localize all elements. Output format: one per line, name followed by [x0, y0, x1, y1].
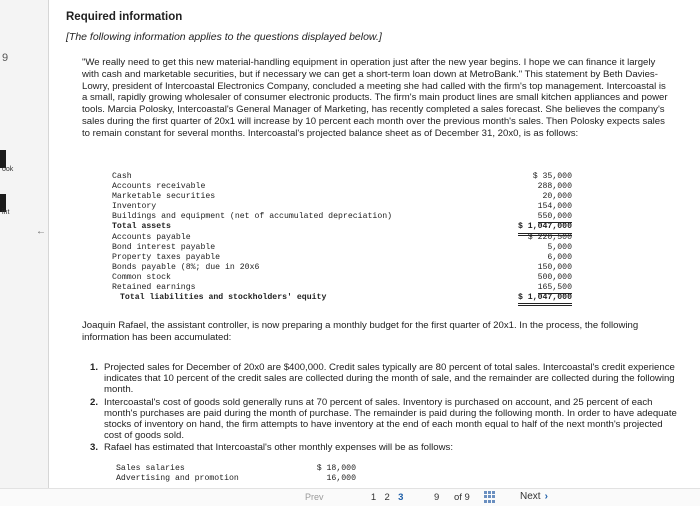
- expense-label: Sales salaries: [116, 464, 185, 473]
- sidebar-label-mid[interactable]: int: [2, 209, 10, 216]
- collapse-arrow-icon[interactable]: ←: [36, 226, 46, 237]
- list-item: [90, 442, 680, 453]
- expense-row: [116, 474, 356, 484]
- balance-sheet-label: Accounts payable: [112, 232, 191, 242]
- balance-sheet-row: [112, 233, 572, 243]
- grid-icon[interactable]: [484, 491, 496, 503]
- expense-row: [116, 464, 356, 474]
- second-paragraph: Joaquin Rafael, the assistant controller, is now preparing a monthly budget for the first quarter of 20x1. In the process, the following information has been accumulated:: [82, 320, 639, 343]
- balance-sheet-value: $ 1,047,000: [518, 293, 572, 306]
- balance-sheet-label: Cash: [112, 172, 132, 181]
- page-subtitle: [The following information applies to the questions displayed below.]: [66, 31, 382, 43]
- balance-sheet-value: 165,500: [538, 283, 572, 294]
- expense-value: $ 18,000: [316, 464, 356, 473]
- list-item-text: Rafael has estimated that Intercoastal's other monthly expenses will be as follows:: [104, 442, 453, 454]
- balance-sheet-label: Bonds payable (8%; due in 20x6: [112, 262, 260, 272]
- balance-sheet-value: 5,000: [547, 242, 572, 252]
- balance-sheet-value: $ 35,000: [532, 172, 572, 181]
- balance-sheet-value: 154,000: [537, 202, 572, 212]
- intro-paragraph: "We really need to get this new material-handling equipment in operation just after the new year begins. I hope we can finance it largely with cash and marketable securities, but if necessary we can get a short-term loan down at MetroBank." This statement by Beth Davies-Lowry, president of Intercoastal Electronics Company, concluded a meeting she had called with the firm's top management. Intercoastal is a small, rapidly growing wholesaler of consumer electronic products. The firm's main product lines are small kitchen appliances and power tools. Marcia Polosky, Intercoastal's General Manager of Marketing, has recently completed a sales forecast. She believes the company's sales during the first quarter of 20x1 will increase by 10 percent each month over the previous month's sales. Then Polosky expects sales to remain constant for several months. Intercoastal's projected balance sheet as of December 31, 20x0, is as follows:: [82, 57, 668, 139]
- expense-label: Advertising and promotion: [116, 474, 239, 483]
- list-item-number: 3.: [90, 442, 99, 454]
- expenses-table: [116, 464, 356, 484]
- balance-sheet-label: Common stock: [112, 272, 171, 282]
- page-count: of 9: [454, 492, 470, 503]
- balance-sheet-row: [112, 192, 572, 202]
- balance-sheet-label: Total assets: [112, 222, 171, 232]
- page-link[interactable]: 1: [370, 492, 377, 503]
- page-link[interactable]: 2: [384, 492, 390, 503]
- balance-sheet-row: [112, 182, 572, 192]
- balance-sheet-label: Retained earnings: [112, 283, 196, 293]
- prev-button[interactable]: Prev: [305, 492, 324, 502]
- balance-sheet-label: Marketable securities: [112, 192, 216, 202]
- balance-sheet-label: Bond interest payable: [112, 242, 216, 252]
- list-item-number: 1.: [90, 362, 99, 373]
- balance-sheet-value: 500,000: [537, 272, 572, 282]
- list-item-text: Intercoastal's cost of goods sold generally runs at 70 percent of sales. Inventory is purchased on account, and 25 percent of each month's purchases are paid during the month of purchase. The remainder is paid during the following month. In order to have adequate stocks of inventory on hand, the firm attempts to have inventory at the end of each month equal to half of the next month's projected cost of goods sold.: [104, 396, 677, 442]
- expense-value: 16,000: [326, 474, 356, 483]
- balance-sheet-row: [112, 202, 572, 212]
- next-label: Next: [520, 491, 541, 502]
- chevron-right-icon: ›: [544, 491, 548, 502]
- page-numbers: [368, 492, 406, 503]
- balance-sheet-value: $ 1,047,000: [518, 222, 572, 235]
- balance-sheet-value: 288,000: [537, 182, 572, 192]
- balance-sheet-row: [112, 273, 572, 283]
- page-link-current[interactable]: 3: [398, 492, 404, 503]
- balance-sheet-value: 150,000: [537, 262, 572, 272]
- sidebar-number[interactable]: 9: [2, 52, 9, 64]
- balance-sheet-row: [112, 283, 572, 293]
- balance-sheet-value: 550,000: [538, 212, 572, 223]
- balance-sheet-label: Buildings and equipment (net of accumulated depreciation): [112, 212, 393, 222]
- balance-sheet-row: [112, 243, 572, 253]
- list-item: [90, 397, 680, 442]
- balance-sheet-value: $ 220,500: [527, 232, 572, 242]
- balance-sheet-label: Total liabilities and stockholders' equity: [120, 293, 327, 303]
- balance-sheet-row: [112, 253, 572, 263]
- balance-sheet-total-row: [112, 222, 572, 232]
- info-list: [90, 362, 680, 455]
- current-page-number: 9: [434, 492, 440, 503]
- balance-sheet-row: [112, 263, 572, 273]
- next-button[interactable]: [520, 491, 548, 502]
- balance-sheet-label: Accounts receivable: [112, 182, 206, 192]
- pagination-bar: [0, 488, 700, 506]
- balance-sheet: [112, 172, 572, 303]
- balance-sheet-total-row: [112, 293, 572, 303]
- left-sidebar: [0, 0, 49, 505]
- page-title: Required information: [66, 11, 183, 23]
- balance-sheet-row: [112, 212, 572, 222]
- balance-sheet-value: 20,000: [542, 192, 572, 202]
- list-item-text: Projected sales for December of 20x0 are $400,000. Credit sales typically are 80 percent of total sales. Intercoastal's credit experience indicates that 10 percent of the credit sales are collected during the month of sale, and the remainder are collected during the following month.: [104, 362, 675, 396]
- balance-sheet-row: [112, 172, 572, 182]
- list-item-number: 2.: [90, 396, 99, 408]
- balance-sheet-label: Inventory: [112, 202, 157, 212]
- balance-sheet-value: 6,000: [547, 252, 572, 262]
- sidebar-label-top[interactable]: ook: [2, 166, 14, 173]
- list-item: [90, 362, 680, 396]
- balance-sheet-label: Property taxes payable: [112, 252, 221, 262]
